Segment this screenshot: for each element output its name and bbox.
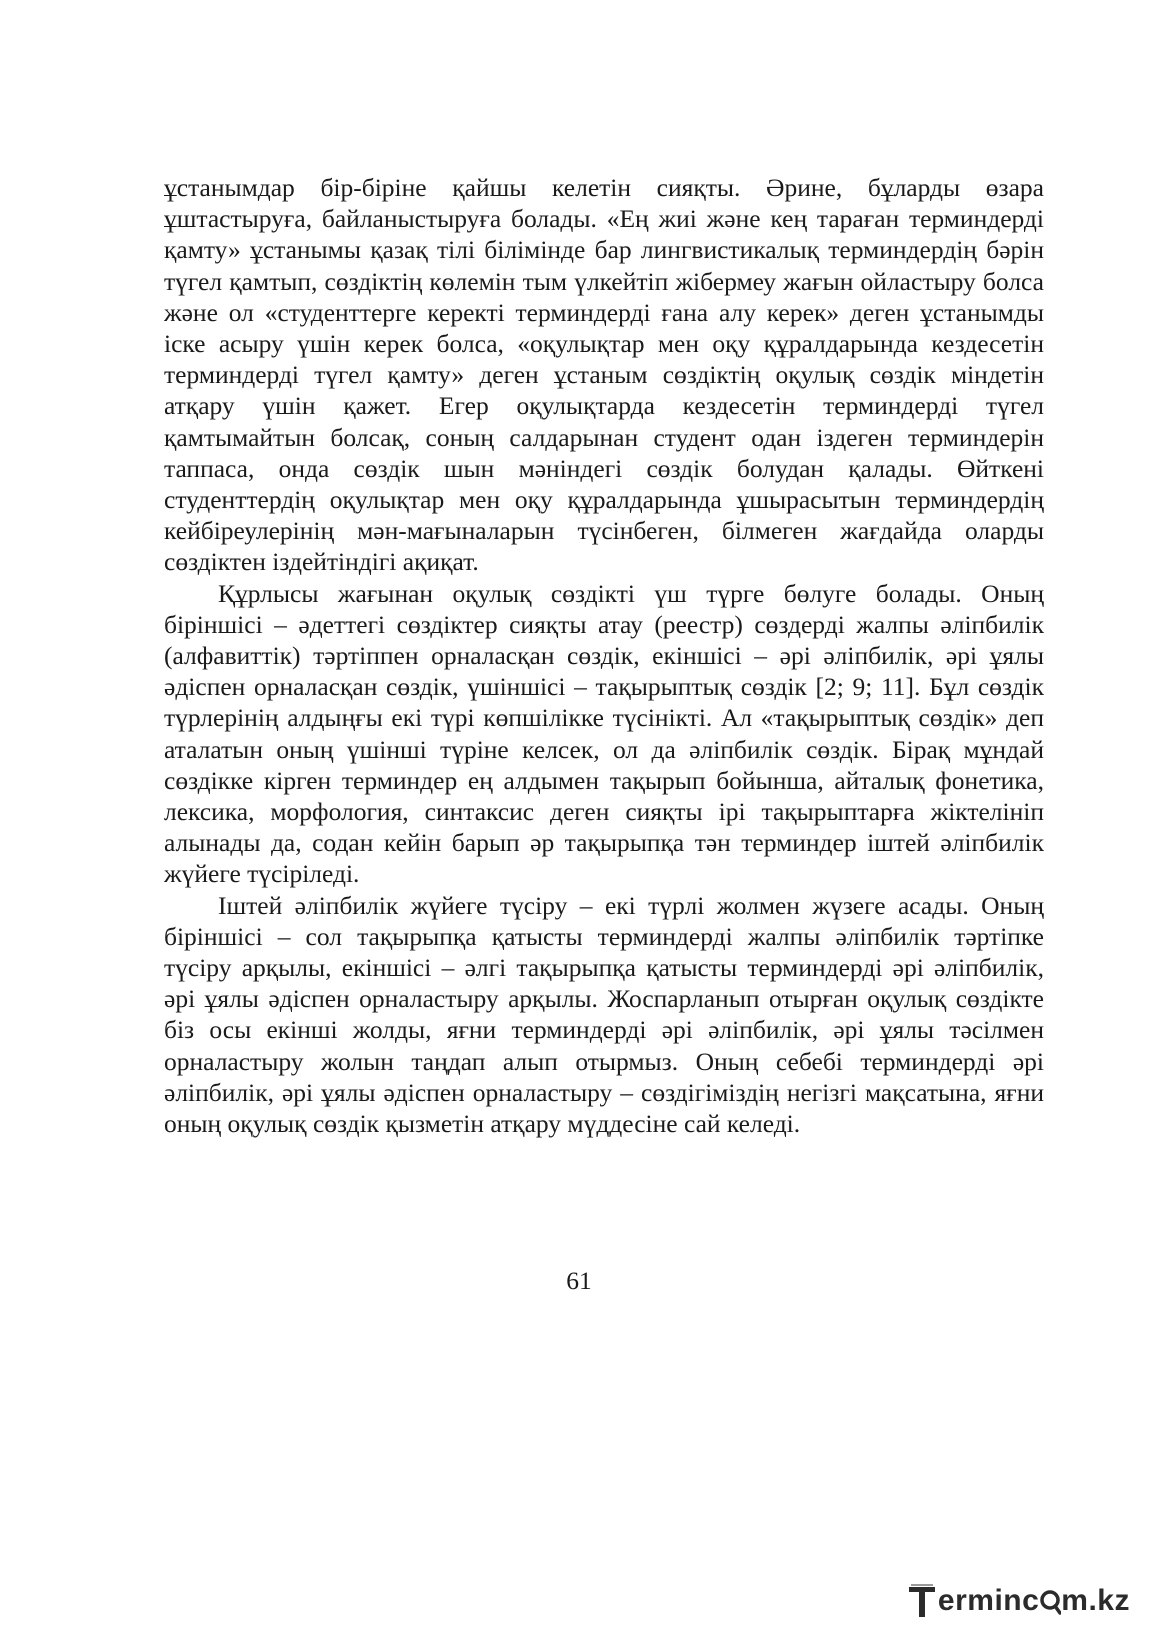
body-text xyxy=(164,172,1044,1139)
termincom-watermark-logo xyxy=(907,1579,1130,1623)
watermark-text-3: m.kz xyxy=(1061,1584,1130,1617)
t-logo-icon xyxy=(907,1583,937,1619)
watermark-text-2: c xyxy=(1022,1584,1040,1617)
paragraph-2: Құрлысы жағынан оқулық сөздікті үш түрге бөлуге болады. Оның біріншісі – әдеттегі сөздіктер сияқты атау (реестр) сөздерді жалпы әліпбилік (алфавиттік) тәртіппен орналасқан сөздік, екіншісі – әрі әліпбилік, әрі ұялы әдіспен орналасқан сөздік, үшіншісі – тақырыптық сөздік [2; 9; 11]. Бұл сөздік түрлерінің алдыңғы екі түрі көпшілікке түсінікті. Ал «тақырыптық сөздік» деп аталатын оның үшінші түріне келсек, ол да әліпбилік сөздік. Бірақ мұндай сөздікке кірген терминдер ең алдымен тақырып бойынша, айталық фонетика, лексика, морфология, синтаксис деген сияқты ірі тақырыптарға жіктелініп алынады да, содан кейін барып әр тақырыпқа тән терминдер іштей әліпбилік жүйеге түсіріледі. xyxy=(164,578,1044,889)
page-number: 61 xyxy=(566,1266,592,1295)
paragraph-1: ұстанымдар бір-біріне қайшы келетін сияқты. Әрине, бұларды өзара ұштастыруға, байланыстыруға болады. «Ең жиі және кең тараған терминдерді қамту» ұстанымы қазақ тілі білімінде бар лингвистикалық терминдердің бәрін түгел қамтып, сөздіктің көлемін тым үлкейтіп жібермеу жағын ойластыру болса және ол «студенттерге керекті терминдерді ғана алу керек» деген ұстанымды іске асыру үшін керек болса, «оқулықтар мен оқу құралдарында кездесетін терминдерді түгел қамту» деген ұстаным сөздіктің оқулық сөздік міндетін атқару үшін қажет. Егер оқулықтарда кездесетін терминдерді түгел қамтымайтын болсақ, соның салдарынан студент одан іздеген терминдерін таппаса, онда сөздік шын мәніндегі сөздік болудан қалады. Өйткені студенттердің оқулықтар мен оқу құралдарында ұшырасытын терминдердің кейбіреулерінің мән-мағыналарын түсінбеген, білмеген жағдайда оларды сөздіктен іздейтіндігі ақиқат. xyxy=(164,173,1044,577)
watermark-text-1: ermin xyxy=(937,1584,1023,1617)
magnifier-icon xyxy=(1039,1587,1061,1615)
paragraph-3: Іштей әліпбилік жүйеге түсіру – екі түрлі жолмен жүзеге асады. Оның біріншісі – сол тақырыпқа қатысты терминдерді жалпы әліпбилік тәртіпке түсіру арқылы, екіншісі – әлгі тақырыпқа қатысты терминдерді әрі әліпбилік, әрі ұялы әдіспен орналастыру арқылы. Жоспарланып отырған оқулық сөздікте біз осы екінші жолды, яғни терминдерді әрі әліпбилік, әрі ұялы тәсілмен орналастыру жолын таңдап алып отырмыз. Оның себебі терминдерді әрі әліпбилік, әрі ұялы әдіспен орналастыру – сөздігіміздің негізгі мақсатына, яғни оның оқулық сөздік қызметін атқару мүддесіне сай келеді. xyxy=(164,890,1044,1139)
